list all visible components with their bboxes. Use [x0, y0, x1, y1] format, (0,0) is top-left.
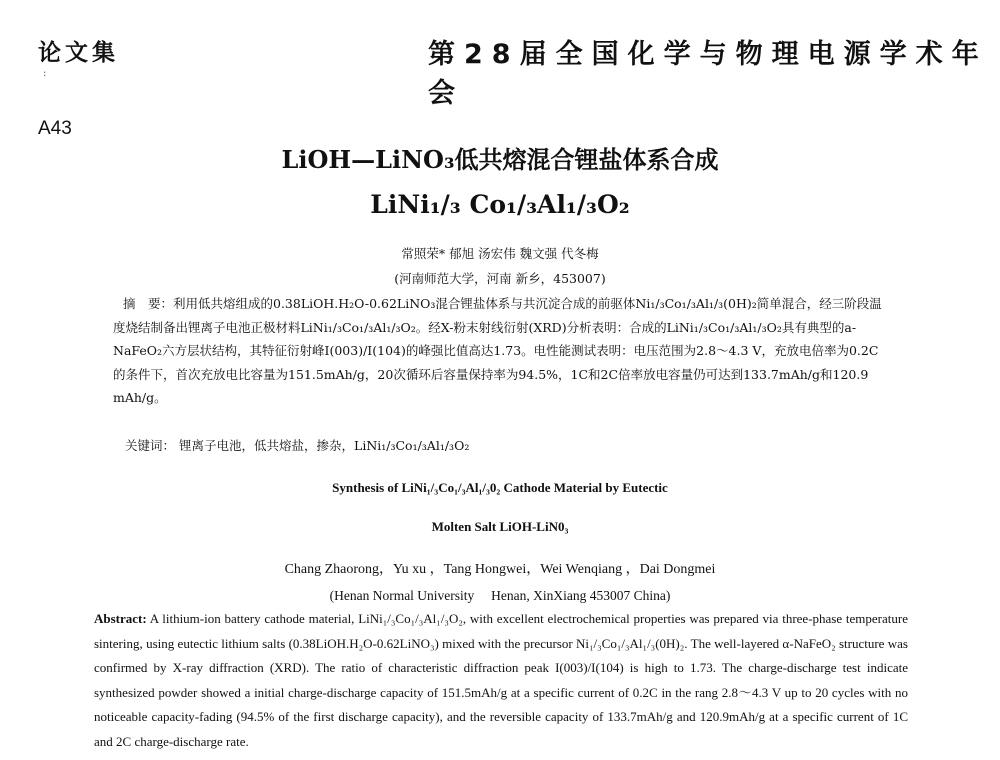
en-title-line1: Synthesis of LiNi₁/₃Co₁/₃Al₁/₃0₂ Cathode Material by Eutectic	[332, 480, 668, 495]
cn-title-line1: LiOH—LiNO₃低共熔混合锂盐体系合成	[281, 145, 719, 174]
cn-abstract: 摘 要：利用低共熔组成的0.38LiOH.H₂O-0.62LiNO₃混合锂盐体系与共沉淀合成的前驱体Ni₁/₃Co₁/₃Al₁/₃(0H)₂简单混合，经三阶段温度烧结制备出锂离子电池正极材料LiNi₁/₃Co₁/₃Al₁/₃O₂。经X-粉末射线衍射(XRD)分析表明：合成的LiNi₁/₃Co₁/₃Al₁/₃O₂具有典型的a-NaFeO₂六方层状结构，其特征衍射峰I(003)/I(104)的峰强比值高达1.73。电性能测试表明：电压范围为2.8～4.3 V，充放电倍率为0.2C的条件下，首次充放电比容量为151.5mAh/g，20次循环后容量保持率为94.5%，1C和2C倍率放电容量仍可达到133.7mAh/g和120.9 mAh/g。	[113, 296, 882, 405]
paper-code: A43	[38, 118, 72, 139]
cn-keywords	[125, 436, 469, 454]
en-abstract-label: Abstract:	[94, 611, 147, 626]
cn-authors: 常照荣* 郁旭 汤宏伟 魏文强 代冬梅	[401, 246, 599, 261]
cn-title-line2: LiNi₁/₃ Co₁/₃Al₁/₃O₂	[370, 190, 630, 219]
cn-keywords-text: 锂离子电池，低共熔盐，掺杂，LiNi₁/₃Co₁/₃Al₁/₃O₂	[179, 438, 470, 453]
en-abstract	[94, 607, 908, 754]
en-abstract-text: A lithium-ion battery cathode material, LiNi₁/₃Co₁/₃Al₁/₃O₂, with excellent electrochemical properties was prepared via three-phase temperature sintering, using eutectic lithium salts (0.38LiOH.H₂O-0.62LiNO₃) mixed with the precursor Ni₁/₃Co₁/₃Al₁/₃(0H)₂. The well-layered α-NaFeO₂ structure was confirmed by X-ray diffraction (XRD). The ratio of characteristic diffraction peak I(003)/I(104) is high to 1.73. The charge-discharge test indicate synthesized powder showed a initial charge-discharge capacity of 151.5mAh/g at a specific current of 0.2C in the rang 2.8～4.3 V up to 20 cycles with no noticeable capacity-fading (94.5% of the first discharge capacity), and the reversible capacity of 133.7mAh/g and 120.9mAh/g at a specific current of 1C and 2C charge-discharge rate.	[94, 611, 908, 749]
en-title-line2: Molten Salt LiOH-LiN0₃	[431, 519, 569, 534]
en-authors: Chang Zhaorong，Yu xu ，Tang Hongwei，Wei Wenqiang ，Dai Dongmei	[284, 562, 716, 577]
en-affiliation: (Henan Normal University Henan, XinXiang 453007 China)	[329, 588, 671, 603]
header-mark: :	[43, 68, 47, 79]
proceedings-label: 论文集	[38, 40, 119, 66]
cn-affiliation: (河南师范大学，河南 新乡，453007)	[394, 271, 606, 286]
cn-keywords-label: 关键词：	[125, 438, 176, 453]
conference-title: 第28届全国化学与物理电源学术年会	[428, 39, 988, 109]
